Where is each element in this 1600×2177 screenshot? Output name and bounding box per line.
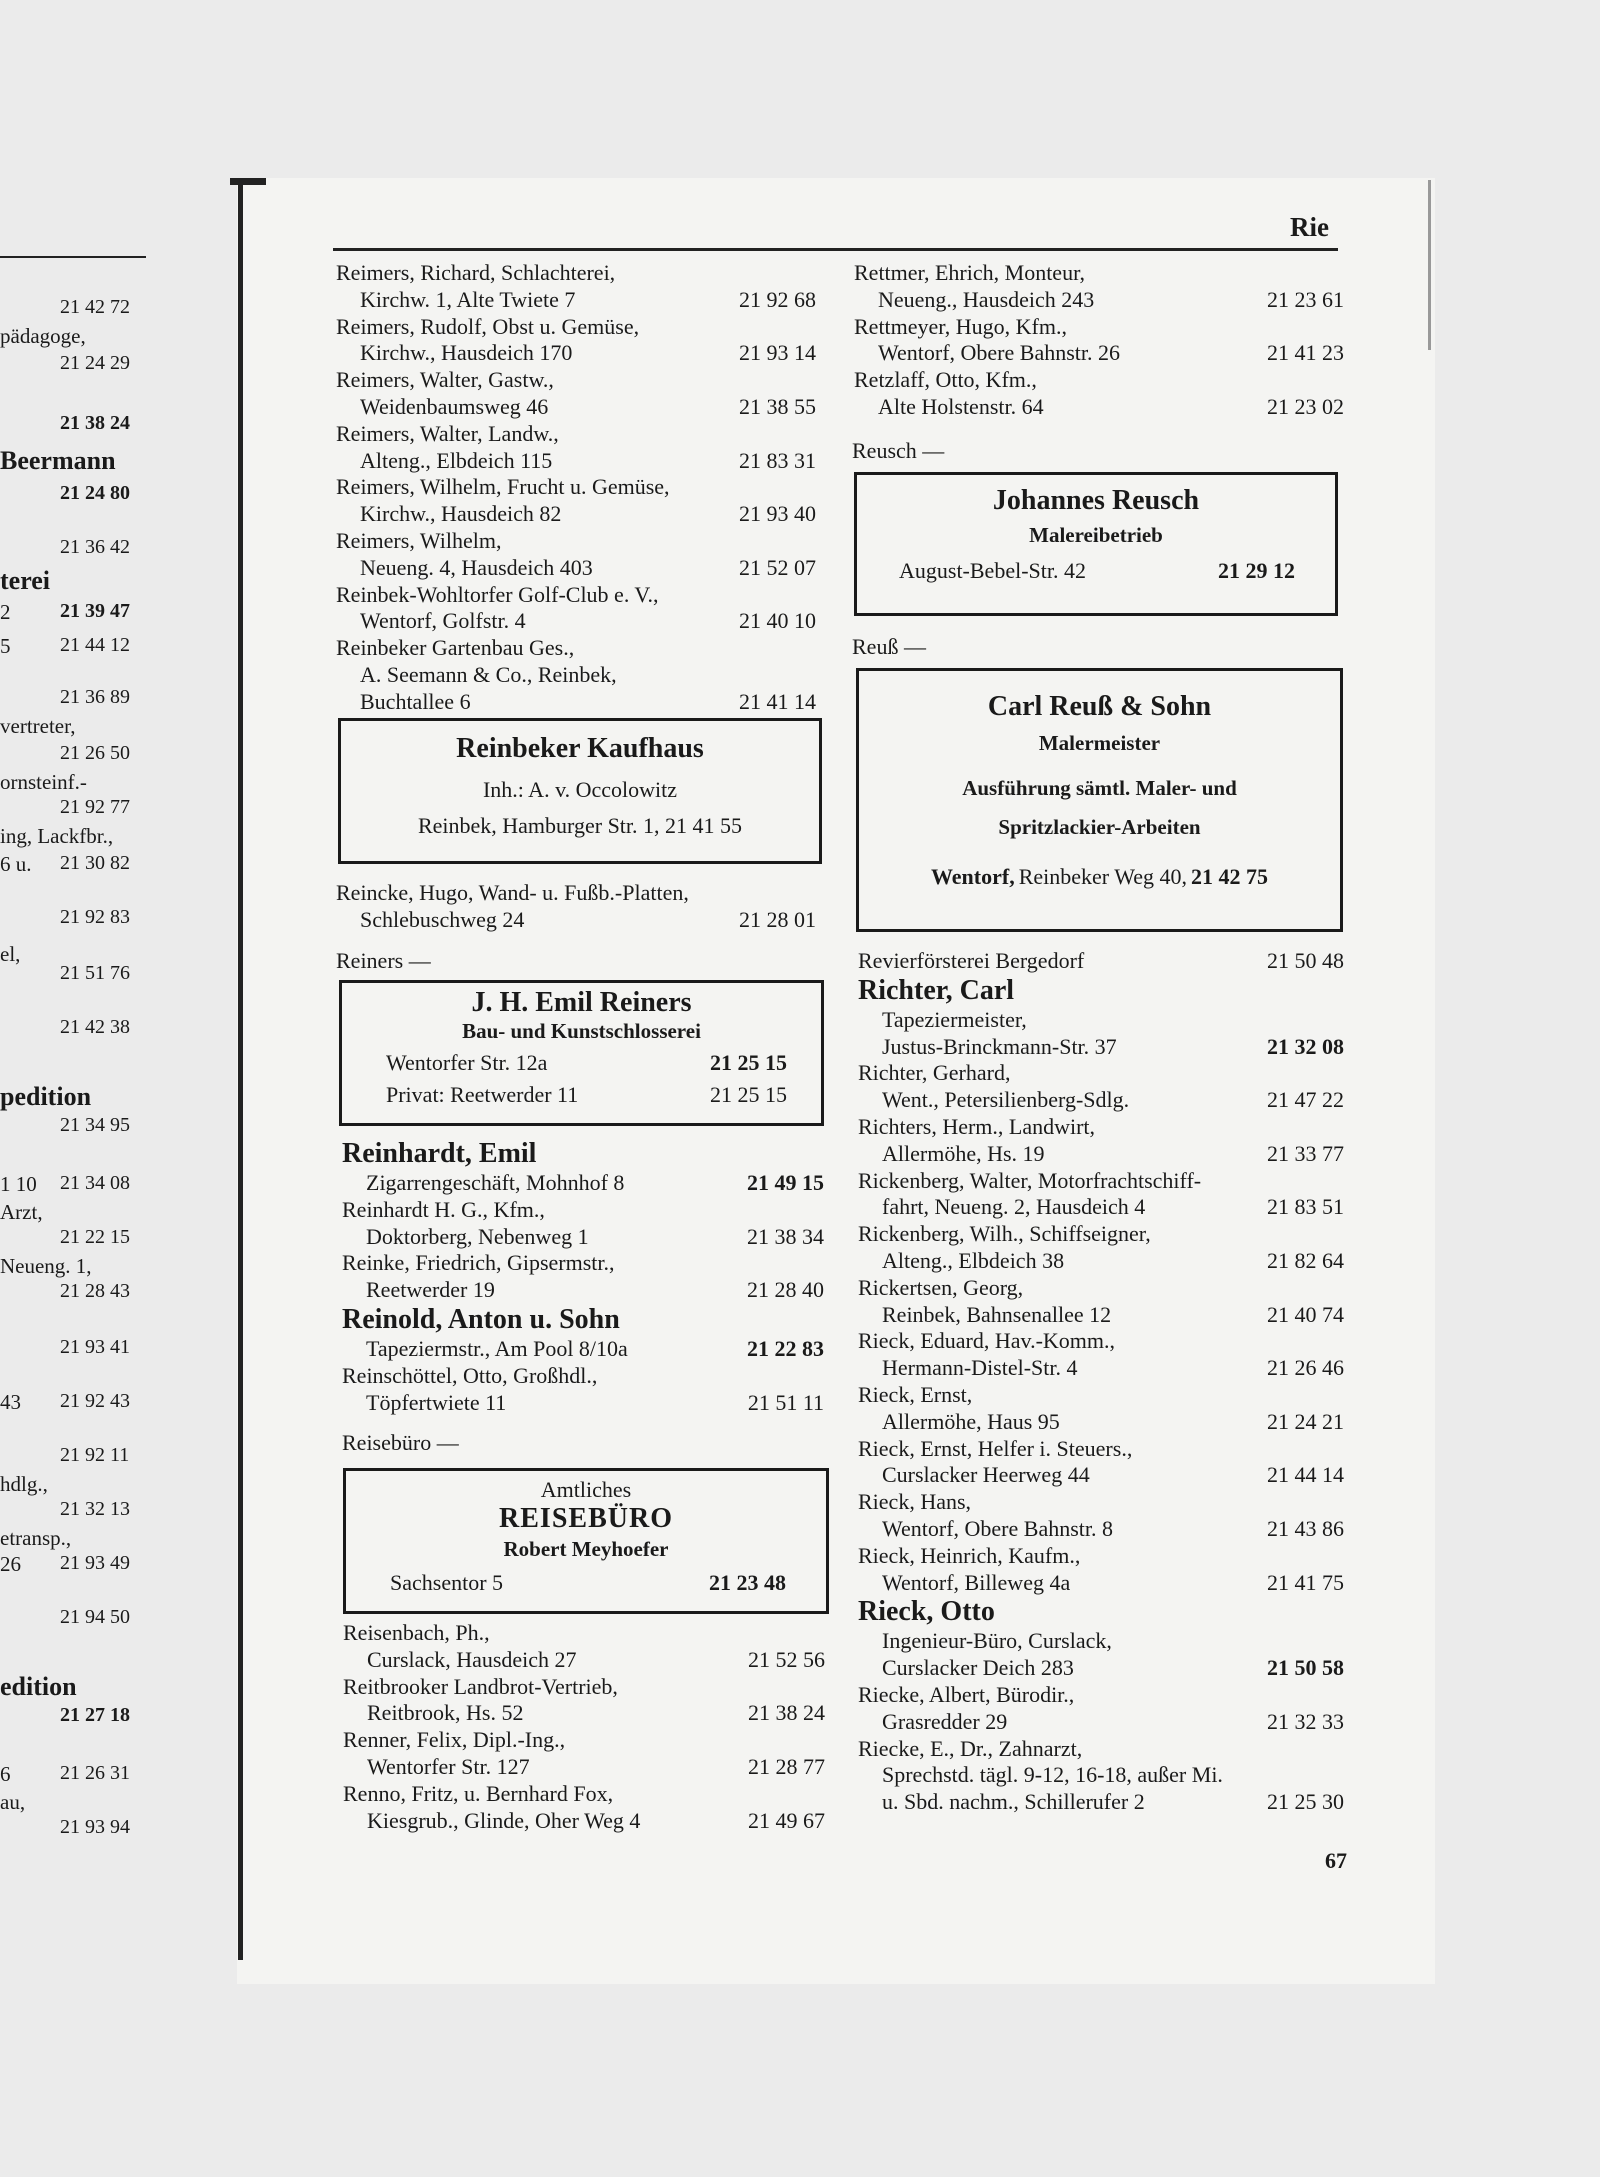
directory-entry bbox=[343, 1620, 825, 1674]
entry-name-bold: Reinold, Anton u. Sohn bbox=[342, 1303, 620, 1335]
entry-line: Reinke, Friedrich, Gipsermstr., bbox=[342, 1250, 615, 1276]
ad-place: Wentorf, bbox=[931, 864, 1015, 889]
ad-subtitle: Malereibetrieb bbox=[1029, 523, 1163, 547]
prev-heading: terei bbox=[0, 566, 51, 595]
ad-phone: 21 23 48 bbox=[709, 1570, 786, 1595]
directory-entry bbox=[342, 1197, 824, 1251]
entry-line: Reetwerder 19 bbox=[366, 1277, 495, 1303]
page-edge-mark bbox=[1428, 180, 1431, 350]
guide-word: Rie bbox=[1290, 212, 1329, 242]
entry-line: Retzlaff, Otto, Kfm., bbox=[854, 367, 1037, 393]
ad-reinbeker-kaufhaus bbox=[338, 718, 822, 864]
entry-line: Reinbek-Wohltorfer Golf-Club e. V., bbox=[336, 581, 659, 607]
directory-entry bbox=[336, 582, 816, 636]
entry-phone: 21 32 33 bbox=[1267, 1708, 1344, 1734]
entry-phone: 21 93 14 bbox=[739, 340, 816, 366]
entry-line: Zigarrengeschäft, Mohnhof 8 bbox=[366, 1170, 625, 1195]
entry-line: Reinhardt H. G., Kfm., bbox=[342, 1196, 545, 1222]
entry-line: Reinbeker Gartenbau Ges., bbox=[336, 635, 575, 661]
ad-emil-reiners bbox=[339, 980, 824, 1126]
ad-title: Carl Reuß & Sohn bbox=[987, 691, 1212, 722]
directory-entry bbox=[342, 1304, 824, 1363]
entry-line: Richter, Gerhard, bbox=[858, 1060, 1011, 1086]
entry-line: Rieck, Ernst, bbox=[858, 1381, 973, 1407]
entry-line: Curslacker Deich 283 bbox=[882, 1655, 1074, 1681]
entry-phone: 21 49 15 bbox=[747, 1170, 824, 1195]
entry-line: Reimers, Rudolf, Obst u. Gemüse, bbox=[336, 313, 640, 339]
directory-entry bbox=[336, 314, 816, 368]
column-left-mid bbox=[336, 880, 816, 934]
prev-text: 21 42 72 bbox=[60, 296, 130, 318]
prev-text: 6 u. bbox=[0, 852, 32, 876]
ad-title: Reinbeker Kaufhaus bbox=[456, 733, 704, 764]
prev-text: Neueng. 1, bbox=[0, 1254, 92, 1278]
prev-text: 21 92 83 bbox=[60, 906, 130, 928]
directory-entry bbox=[336, 635, 816, 715]
entry-line: Buchtallee 6 bbox=[360, 688, 471, 714]
entry-phone: 21 40 74 bbox=[1267, 1301, 1344, 1327]
prev-text: 21 32 13 bbox=[60, 1498, 130, 1520]
entry-phone: 21 25 30 bbox=[1267, 1789, 1344, 1815]
prev-text: 21 93 41 bbox=[60, 1336, 130, 1358]
ad-line3: Ausführung sämtl. Maler- und bbox=[962, 776, 1237, 800]
entry-line: Kirchw., Hausdeich 170 bbox=[360, 340, 573, 366]
entry-line: Kirchw. 1, Alte Twiete 7 bbox=[360, 286, 576, 312]
entry-phone: 21 44 14 bbox=[1267, 1462, 1344, 1488]
section-reuss: Reuß — bbox=[852, 634, 926, 659]
prev-text: 21 94 50 bbox=[60, 1606, 130, 1628]
entry-line: Rickenberg, Wilh., Schiffseigner, bbox=[858, 1221, 1151, 1247]
entry-line: Rieck, Hans, bbox=[858, 1489, 972, 1515]
entry-line: Reincke, Hugo, Wand- u. Fußb.-Platten, bbox=[336, 880, 689, 905]
directory-entry bbox=[858, 1736, 1344, 1816]
directory-entry bbox=[858, 948, 1344, 975]
ad-address: Reinbeker Weg 40, bbox=[1018, 864, 1187, 889]
entry-line: Neueng., Hausdeich 243 bbox=[878, 286, 1095, 312]
entry-line: Reinbek, Bahnsenallee 12 bbox=[882, 1301, 1112, 1327]
entry-line: Kiesgrub., Glinde, Oher Weg 4 bbox=[367, 1807, 641, 1833]
section-reiners: Reiners — bbox=[336, 948, 431, 973]
entry-phone: 21 24 21 bbox=[1267, 1408, 1344, 1434]
entry-line: Wentorf, Billeweg 4a bbox=[882, 1569, 1071, 1595]
prev-text: 21 39 47 bbox=[60, 600, 130, 622]
prev-text: 21 30 82 bbox=[60, 852, 130, 874]
page-number: 67 bbox=[1325, 1848, 1347, 1873]
entry-line: Rickertsen, Georg, bbox=[858, 1274, 1024, 1300]
entry-phone: 21 32 08 bbox=[1267, 1033, 1344, 1059]
column-left-bottom bbox=[343, 1620, 825, 1834]
entry-phone: 21 23 02 bbox=[1267, 393, 1344, 419]
previous-page-rule bbox=[0, 256, 146, 258]
entry-phone: 21 28 77 bbox=[748, 1753, 825, 1779]
directory-entry bbox=[858, 1382, 1344, 1436]
entry-line: Went., Petersilienberg-Sdlg. bbox=[882, 1087, 1130, 1113]
directory-entry bbox=[858, 1328, 1344, 1382]
entry-phone: 21 49 67 bbox=[748, 1807, 825, 1833]
directory-entry bbox=[854, 367, 1344, 421]
entry-line: Neueng. 4, Hausdeich 403 bbox=[360, 554, 593, 580]
column-left-top bbox=[336, 260, 816, 716]
page-gutter-line bbox=[238, 180, 243, 1960]
ad-line1: Amtliches bbox=[540, 1477, 632, 1502]
entry-phone: 21 22 83 bbox=[747, 1335, 824, 1361]
entry-name-bold: Reinhardt, Emil bbox=[342, 1138, 537, 1169]
ad-johannes-reusch bbox=[854, 472, 1338, 616]
prev-text: hdlg., bbox=[0, 1472, 48, 1496]
directory-entry bbox=[858, 1221, 1344, 1275]
prev-text: 6 bbox=[0, 1762, 11, 1786]
prev-text: 21 27 18 bbox=[60, 1704, 130, 1726]
entry-line: Renno, Fritz, u. Bernhard Fox, bbox=[343, 1780, 614, 1806]
directory-entry bbox=[858, 1275, 1344, 1329]
ad-owner: Robert Meyhoefer bbox=[503, 1537, 669, 1561]
ad-phone: 21 25 15 bbox=[710, 1050, 787, 1075]
ad-title: REISEBÜRO bbox=[499, 1503, 673, 1534]
directory-entry bbox=[858, 975, 1344, 1061]
directory-entry bbox=[336, 260, 816, 314]
directory-entry bbox=[858, 1543, 1344, 1597]
prev-text: 21 36 89 bbox=[60, 686, 130, 708]
prev-heading: Beermann bbox=[0, 446, 116, 475]
entry-line: fahrt, Neueng. 2, Hausdeich 4 bbox=[882, 1194, 1146, 1220]
entry-phone: 21 41 23 bbox=[1267, 340, 1344, 366]
entry-line: A. Seemann & Co., Reinbek, bbox=[360, 661, 617, 687]
entry-phone: 21 83 31 bbox=[739, 447, 816, 473]
entry-line: Riecke, Albert, Bürodir., bbox=[858, 1681, 1075, 1707]
entry-line: Justus-Brinckmann-Str. 37 bbox=[882, 1033, 1117, 1059]
directory-entry bbox=[343, 1727, 825, 1781]
prev-text: 21 26 31 bbox=[60, 1762, 130, 1784]
entry-line: Wentorf, Obere Bahnstr. 26 bbox=[878, 340, 1120, 366]
directory-entry bbox=[854, 260, 1344, 314]
directory-entry bbox=[336, 474, 816, 528]
ad-reisebuero bbox=[343, 1468, 829, 1614]
entry-phone: 21 93 40 bbox=[739, 501, 816, 527]
entry-line: Hermann-Distel-Str. 4 bbox=[882, 1355, 1078, 1381]
prev-text: 21 34 08 bbox=[60, 1172, 130, 1194]
entry-phone: 21 52 07 bbox=[739, 554, 816, 580]
entry-line: Alteng., Elbdeich 38 bbox=[882, 1247, 1065, 1273]
prev-text: 21 28 43 bbox=[60, 1280, 130, 1302]
entry-phone: 21 43 86 bbox=[1267, 1515, 1344, 1541]
entry-line: Tapeziermeister, bbox=[882, 1006, 1027, 1032]
directory-entry bbox=[858, 1060, 1344, 1114]
prev-text: 21 93 49 bbox=[60, 1552, 130, 1574]
entry-line: Curslack, Hausdeich 27 bbox=[367, 1646, 577, 1672]
prev-text: 21 22 15 bbox=[60, 1226, 130, 1248]
ad-owner: Inh.: A. v. Occolowitz bbox=[482, 777, 678, 802]
directory-entry bbox=[336, 528, 816, 582]
directory-entry bbox=[342, 1363, 824, 1417]
entry-line: Grasredder 29 bbox=[882, 1708, 1008, 1734]
entry-phone: 21 38 34 bbox=[747, 1223, 824, 1249]
prev-text: 21 51 76 bbox=[60, 962, 130, 984]
entry-line: Ingenieur-Büro, Curslack, bbox=[882, 1628, 1112, 1654]
entry-line: Rettmer, Ehrich, Monteur, bbox=[854, 260, 1086, 285]
entry-line: Richters, Herm., Landwirt, bbox=[858, 1113, 1096, 1139]
prev-text: 21 34 95 bbox=[60, 1114, 130, 1136]
header-rule bbox=[333, 248, 1338, 251]
entry-phone: 21 47 22 bbox=[1267, 1087, 1344, 1113]
entry-line: Reisenbach, Ph., bbox=[343, 1620, 490, 1645]
directory-entry bbox=[336, 421, 816, 475]
entry-line: Doktorberg, Nebenweg 1 bbox=[366, 1223, 589, 1249]
directory-entry bbox=[854, 314, 1344, 368]
entry-line: Reimers, Richard, Schlachterei, bbox=[336, 260, 616, 285]
ad-phone: 21 42 75 bbox=[1190, 864, 1268, 889]
ad-subtitle: Malermeister bbox=[1038, 731, 1161, 755]
prev-text: el, bbox=[0, 942, 21, 966]
section-reisebuero: Reisebüro — bbox=[342, 1430, 459, 1455]
entry-phone: 21 33 77 bbox=[1267, 1140, 1344, 1166]
ad-carl-reuss bbox=[856, 668, 1343, 932]
ad-address: August-Bebel-Str. 42 bbox=[899, 558, 1086, 583]
entry-line: Rieck, Heinrich, Kaufm., bbox=[858, 1542, 1081, 1568]
directory-entry bbox=[858, 1682, 1344, 1736]
page-corner-mark bbox=[230, 178, 266, 185]
ad-title: J. H. Emil Reiners bbox=[471, 987, 692, 1018]
prev-text: 21 92 77 bbox=[60, 796, 130, 818]
entry-phone: 21 38 55 bbox=[739, 393, 816, 419]
prev-text: au, bbox=[0, 1790, 26, 1814]
entry-line: Reimers, Walter, Landw., bbox=[336, 420, 559, 446]
entry-line: Reimers, Wilhelm, bbox=[336, 527, 502, 553]
entry-phone: 21 28 40 bbox=[747, 1277, 824, 1303]
entry-phone: 21 92 68 bbox=[739, 286, 816, 312]
ad-address: Sachsentor 5 bbox=[390, 1570, 504, 1595]
entry-line: Sprechstd. tägl. 9-12, 16-18, außer Mi. bbox=[882, 1762, 1223, 1788]
directory-entry bbox=[336, 367, 816, 421]
prev-heading: pedition bbox=[0, 1082, 92, 1111]
entry-phone: 21 82 64 bbox=[1267, 1247, 1344, 1273]
prev-text: ing, Lackfbr., bbox=[0, 824, 114, 848]
entry-line: Allermöhe, Hs. 19 bbox=[882, 1140, 1045, 1166]
entry-line: Wentorf, Obere Bahnstr. 8 bbox=[882, 1515, 1113, 1541]
directory-entry bbox=[858, 1114, 1344, 1168]
entry-phone: 21 40 10 bbox=[739, 608, 816, 634]
entry-line: Curslacker Heerweg 44 bbox=[882, 1462, 1090, 1488]
entry-line: Riecke, E., Dr., Zahnarzt, bbox=[858, 1735, 1083, 1761]
prev-text: 21 44 12 bbox=[60, 634, 130, 656]
entry-phone: 21 52 56 bbox=[748, 1646, 825, 1672]
entry-line: Weidenbaumsweg 46 bbox=[360, 393, 549, 419]
prev-text: 1 10 bbox=[0, 1172, 37, 1196]
entry-name-bold: Rieck, Otto bbox=[858, 1596, 995, 1628]
entry-phone: 21 83 51 bbox=[1267, 1194, 1344, 1220]
directory-entry bbox=[343, 1674, 825, 1728]
directory-entry bbox=[858, 1489, 1344, 1543]
prev-text: ornsteinf.- bbox=[0, 770, 87, 794]
previous-page-fragment bbox=[0, 0, 165, 1900]
entry-phone: 21 38 24 bbox=[748, 1700, 825, 1726]
entry-name-bold: Richter, Carl bbox=[858, 974, 1015, 1006]
prev-text: pädagoge, bbox=[0, 324, 86, 348]
prev-text: 21 42 38 bbox=[60, 1016, 130, 1038]
entry-line: Rieck, Ernst, Helfer i. Steuers., bbox=[858, 1435, 1133, 1461]
ad-address: Reinbek, Hamburger Str. 1, 21 41 55 bbox=[417, 813, 743, 838]
entry-line: Reitbrooker Landbrot-Vertrieb, bbox=[343, 1673, 618, 1699]
prev-text: 21 26 50 bbox=[60, 742, 130, 764]
entry-line: Alte Holstenstr. 64 bbox=[878, 393, 1044, 419]
entry-line: Schlebuschweg 24 bbox=[360, 906, 525, 932]
prev-text: 21 36 42 bbox=[60, 536, 130, 558]
section-reusch: Reusch — bbox=[852, 438, 945, 463]
prev-text: etransp., bbox=[0, 1526, 72, 1550]
entry-line: Wentorfer Str. 127 bbox=[367, 1753, 530, 1779]
entry-phone: 21 23 61 bbox=[1267, 286, 1344, 312]
directory-entry bbox=[342, 1250, 824, 1304]
ad-line4: Spritzlackier-Arbeiten bbox=[998, 815, 1201, 839]
directory-entry bbox=[858, 1436, 1344, 1490]
entry-line: Alteng., Elbdeich 115 bbox=[360, 447, 553, 473]
prev-text: 21 38 24 bbox=[60, 412, 130, 434]
entry-line: Reimers, Wilhelm, Frucht u. Gemüse, bbox=[336, 474, 670, 500]
entry-phone: 21 26 46 bbox=[1267, 1355, 1344, 1381]
column-left-lower bbox=[342, 1138, 824, 1416]
prev-text: Arzt, bbox=[0, 1200, 43, 1224]
directory-entry bbox=[858, 1168, 1344, 1222]
ad-subtitle: Bau- und Kunstschlosserei bbox=[462, 1019, 701, 1043]
directory-entry bbox=[343, 1781, 825, 1835]
entry-phone: 21 50 48 bbox=[1267, 948, 1344, 973]
prev-text: 26 bbox=[0, 1552, 21, 1576]
prev-text: 5 bbox=[0, 634, 11, 658]
prev-text: 21 24 80 bbox=[60, 482, 130, 504]
entry-phone: 21 51 11 bbox=[747, 1389, 824, 1415]
entry-line: u. Sbd. nachm., Schillerufer 2 bbox=[882, 1789, 1145, 1815]
entry-line: Revierförsterei Bergedorf bbox=[858, 948, 1085, 973]
entry-phone: 21 28 01 bbox=[739, 906, 816, 932]
directory-entry bbox=[336, 880, 816, 934]
prev-heading: edition bbox=[0, 1672, 77, 1701]
entry-line: Allermöhe, Haus 95 bbox=[882, 1408, 1060, 1434]
entry-phone: 21 50 58 bbox=[1267, 1655, 1344, 1681]
column-right-top bbox=[854, 260, 1344, 421]
ad-address: Wentorfer Str. 12a bbox=[386, 1050, 548, 1075]
entry-phone: 21 41 75 bbox=[1267, 1569, 1344, 1595]
entry-phone: 21 41 14 bbox=[739, 688, 816, 714]
entry-line: Kirchw., Hausdeich 82 bbox=[360, 501, 562, 527]
prev-text: 43 bbox=[0, 1390, 21, 1414]
prev-text: 21 92 11 bbox=[60, 1444, 130, 1466]
entry-line: Töpfertwiete 11 bbox=[366, 1389, 507, 1415]
prev-text: 2 bbox=[0, 600, 11, 624]
entry-line: Rettmeyer, Hugo, Kfm., bbox=[854, 313, 1067, 339]
directory-entry bbox=[858, 1596, 1344, 1682]
entry-line: Reimers, Walter, Gastw., bbox=[336, 367, 554, 393]
prev-text: 21 92 43 bbox=[60, 1390, 130, 1412]
ad-private-phone: 21 25 15 bbox=[710, 1082, 787, 1107]
ad-private-address: Privat: Reetwerder 11 bbox=[386, 1082, 579, 1107]
ad-title: Johannes Reusch bbox=[992, 485, 1200, 516]
directory-entry bbox=[342, 1138, 824, 1197]
entry-line: Rickenberg, Walter, Motorfrachtschiff- bbox=[858, 1167, 1202, 1193]
prev-text: vertreter, bbox=[0, 714, 76, 738]
column-right-lower bbox=[858, 948, 1344, 1816]
prev-text: 21 24 29 bbox=[60, 352, 130, 374]
entry-line: Tapeziermstr., Am Pool 8/10a bbox=[366, 1335, 628, 1361]
entry-line: Renner, Felix, Dipl.-Ing., bbox=[343, 1727, 566, 1753]
ad-phone: 21 29 12 bbox=[1218, 558, 1295, 583]
entry-line: Wentorf, Golfstr. 4 bbox=[360, 608, 526, 634]
entry-line: Rieck, Eduard, Hav.-Komm., bbox=[858, 1328, 1116, 1354]
prev-text: 21 93 94 bbox=[60, 1816, 130, 1838]
entry-line: Reitbrook, Hs. 52 bbox=[367, 1700, 524, 1726]
entry-line: Reinschöttel, Otto, Großhdl., bbox=[342, 1362, 598, 1388]
